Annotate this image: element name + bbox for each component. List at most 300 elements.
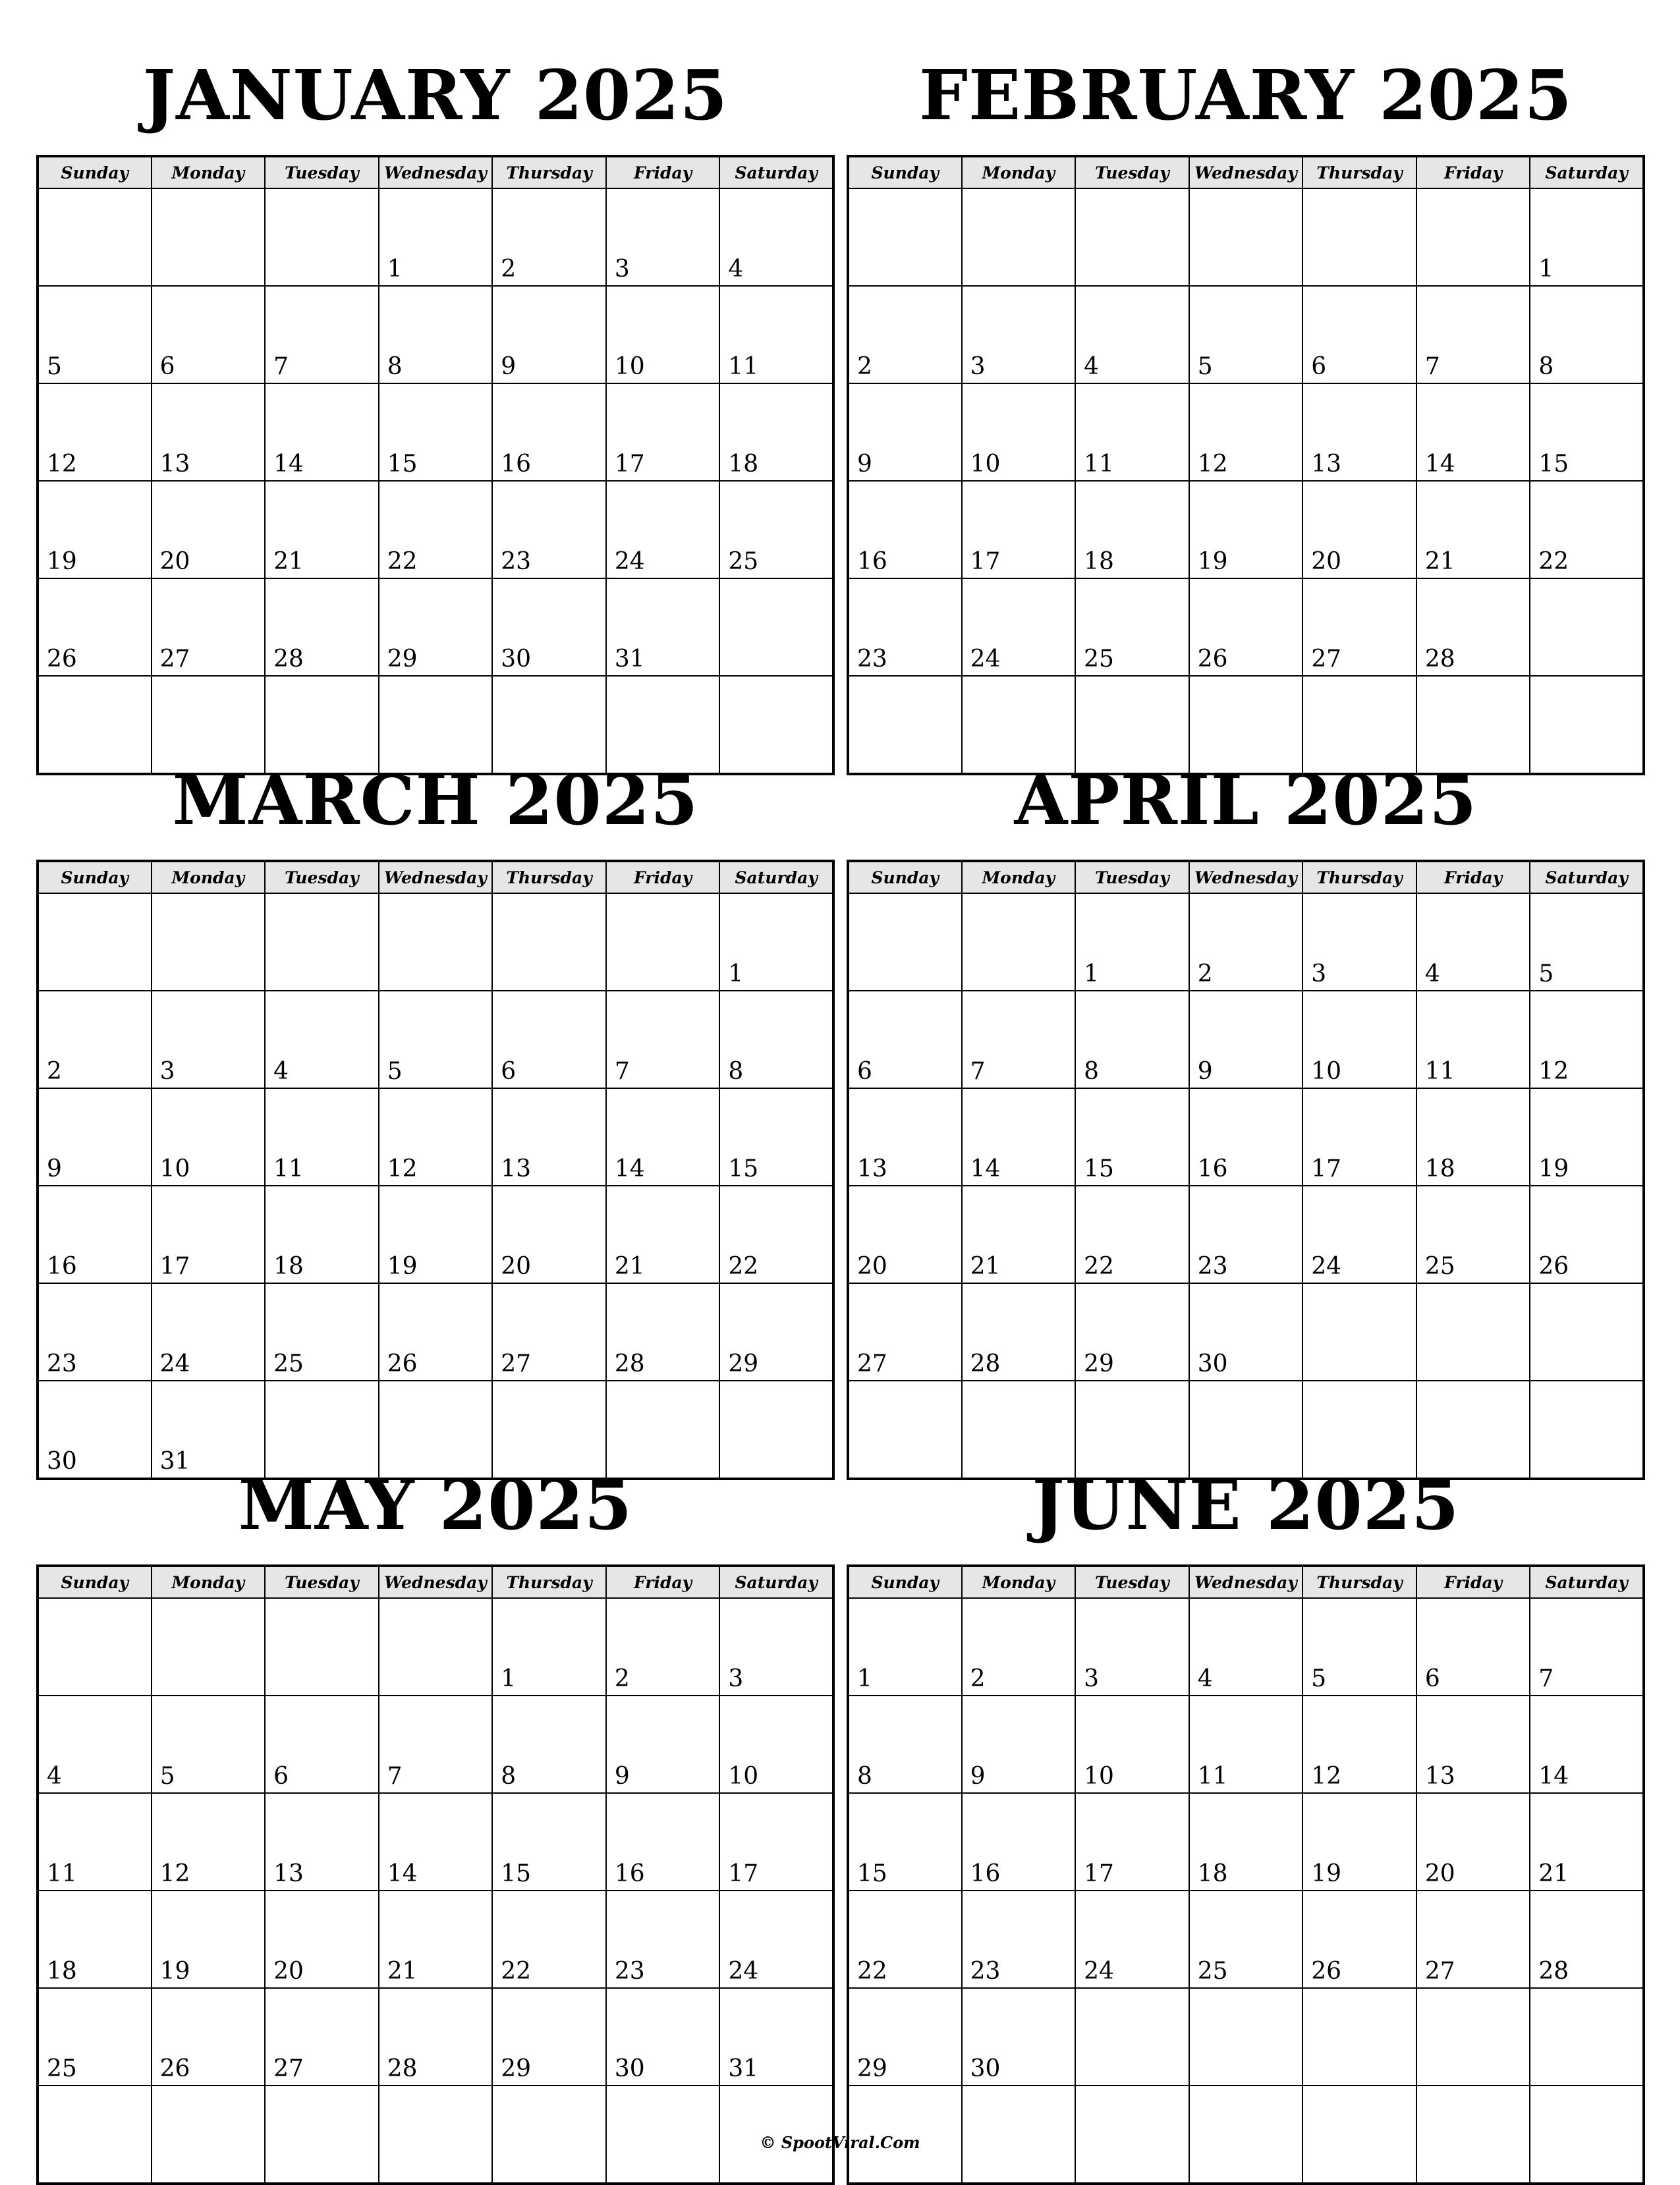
day-cell: 4 [1416, 893, 1530, 991]
weekday-header: Wednesday [1189, 156, 1303, 188]
week-row [848, 481, 1644, 578]
day-cell: 5 [1302, 1598, 1416, 1696]
weekday-header: Saturday [1530, 156, 1644, 188]
day-cell: 13 [152, 383, 266, 481]
day-cell: 26 [1302, 1891, 1416, 1988]
day-cell: 31 [719, 1988, 833, 2086]
empty-day-cell [1302, 1283, 1416, 1381]
day-cell: 17 [719, 1793, 833, 1891]
day-cell: 7 [1530, 1598, 1644, 1696]
weekday-header-row [848, 861, 1644, 893]
week-row [848, 1186, 1644, 1283]
empty-day-cell [1189, 1988, 1303, 2086]
weekday-header: Sunday [848, 1566, 962, 1598]
empty-day-cell [38, 893, 152, 991]
day-cell: 3 [152, 991, 266, 1088]
day-cell: 12 [38, 383, 152, 481]
weekday-header: Saturday [719, 1566, 833, 1598]
day-cell: 29 [492, 1988, 606, 2086]
day-cell: 24 [1302, 1186, 1416, 1283]
day-cell: 9 [492, 286, 606, 383]
day-cell: 8 [848, 1696, 962, 1793]
day-cell: 27 [1416, 1891, 1530, 1988]
weekday-header: Thursday [1302, 1566, 1416, 1598]
day-cell: 6 [1302, 286, 1416, 383]
day-cell: 16 [606, 1793, 720, 1891]
empty-day-cell [152, 1598, 266, 1696]
day-cell: 20 [1302, 481, 1416, 578]
week-row [38, 1598, 833, 1696]
day-cell: 5 [379, 991, 493, 1088]
empty-day-cell [152, 893, 266, 991]
week-row [38, 383, 833, 481]
week-row [38, 481, 833, 578]
day-cell: 5 [38, 286, 152, 383]
empty-day-cell [848, 893, 962, 991]
weekday-header: Sunday [38, 156, 152, 188]
day-cell: 30 [492, 578, 606, 676]
weekday-header-row [38, 861, 833, 893]
weekday-header: Thursday [1302, 861, 1416, 893]
day-cell: 6 [848, 991, 962, 1088]
empty-day-cell [265, 1598, 379, 1696]
day-cell: 4 [1189, 1598, 1303, 1696]
week-row [848, 383, 1644, 481]
weekday-header-row [848, 1566, 1644, 1598]
day-cell: 2 [38, 991, 152, 1088]
day-cell: 23 [1189, 1186, 1303, 1283]
empty-day-cell [1416, 1988, 1530, 2086]
day-cell: 18 [38, 1891, 152, 1988]
week-row [848, 286, 1644, 383]
day-cell: 30 [962, 1988, 1076, 2086]
day-cell: 2 [962, 1598, 1076, 1696]
day-cell: 10 [152, 1088, 266, 1186]
day-cell: 13 [1416, 1696, 1530, 1793]
day-cell: 4 [1075, 286, 1189, 383]
day-cell: 1 [492, 1598, 606, 1696]
day-cell: 13 [265, 1793, 379, 1891]
weekday-header: Sunday [848, 861, 962, 893]
day-cell: 25 [1189, 1891, 1303, 1988]
weekday-header: Tuesday [265, 1566, 379, 1598]
day-cell: 2 [1189, 893, 1303, 991]
day-cell: 20 [848, 1186, 962, 1283]
day-cell: 15 [848, 1793, 962, 1891]
day-cell: 20 [265, 1891, 379, 1988]
weekday-header: Sunday [38, 1566, 152, 1598]
month-calendar [36, 741, 835, 1475]
month-title: MAY 2025 [238, 1464, 633, 1545]
weekday-header: Friday [1416, 1566, 1530, 1598]
weekday-header: Thursday [1302, 156, 1416, 188]
day-cell: 19 [1189, 481, 1303, 578]
day-cell: 16 [38, 1186, 152, 1283]
week-row [848, 893, 1644, 991]
day-cell: 22 [1530, 481, 1644, 578]
day-cell: 12 [1302, 1696, 1416, 1793]
day-cell: 26 [379, 1283, 493, 1381]
day-cell: 23 [38, 1283, 152, 1381]
day-cell: 28 [265, 578, 379, 676]
day-cell: 10 [1302, 991, 1416, 1088]
day-cell: 22 [379, 481, 493, 578]
month-title: FEBRUARY 2025 [919, 55, 1573, 136]
empty-day-cell [1416, 188, 1530, 286]
week-row [848, 1283, 1644, 1381]
day-cell: 27 [492, 1283, 606, 1381]
day-cell: 27 [152, 578, 266, 676]
day-cell: 4 [719, 188, 833, 286]
day-cell: 28 [1416, 578, 1530, 676]
weekday-header: Saturday [1530, 861, 1644, 893]
day-cell: 13 [848, 1088, 962, 1186]
day-cell: 16 [1189, 1088, 1303, 1186]
day-cell: 24 [719, 1891, 833, 1988]
day-cell: 17 [152, 1186, 266, 1283]
day-cell: 14 [1530, 1696, 1644, 1793]
day-cell: 16 [962, 1793, 1076, 1891]
day-cell: 20 [492, 1186, 606, 1283]
weekday-header: Friday [1416, 156, 1530, 188]
empty-day-cell [38, 188, 152, 286]
week-row [38, 1988, 833, 2086]
day-cell: 17 [606, 383, 720, 481]
day-cell: 11 [38, 1793, 152, 1891]
day-cell: 6 [492, 991, 606, 1088]
day-cell: 22 [492, 1891, 606, 1988]
weekday-header: Wednesday [379, 156, 493, 188]
day-cell: 14 [962, 1088, 1076, 1186]
day-cell: 4 [265, 991, 379, 1088]
weekday-header: Tuesday [1075, 1566, 1189, 1598]
empty-day-cell [1530, 1283, 1644, 1381]
day-cell: 27 [1302, 578, 1416, 676]
day-cell: 7 [379, 1696, 493, 1793]
day-cell: 8 [492, 1696, 606, 1793]
day-cell: 23 [962, 1891, 1076, 1988]
weekday-header: Thursday [492, 156, 606, 188]
month-calendar [847, 741, 1645, 1447]
day-cell: 18 [1189, 1793, 1303, 1891]
weekday-header: Sunday [38, 861, 152, 893]
day-cell: 27 [848, 1283, 962, 1381]
day-cell: 19 [1302, 1793, 1416, 1891]
day-cell: 14 [606, 1088, 720, 1186]
empty-day-cell [38, 1598, 152, 1696]
month-calendar [36, 1446, 835, 2152]
weekday-header-row [38, 156, 833, 188]
week-row [38, 1696, 833, 1793]
weekday-header: Saturday [719, 156, 833, 188]
day-cell: 9 [1189, 991, 1303, 1088]
month-calendar [847, 36, 1645, 742]
day-cell: 11 [1075, 383, 1189, 481]
day-cell: 29 [379, 578, 493, 676]
day-cell: 22 [719, 1186, 833, 1283]
day-cell: 18 [265, 1186, 379, 1283]
day-cell: 26 [1189, 578, 1303, 676]
empty-day-cell [265, 893, 379, 991]
weekday-header: Monday [152, 861, 266, 893]
day-cell: 25 [38, 1988, 152, 2086]
weekday-header: Monday [962, 1566, 1076, 1598]
weekday-header: Wednesday [1189, 1566, 1303, 1598]
day-cell: 20 [152, 481, 266, 578]
day-cell: 1 [379, 188, 493, 286]
month-title: JANUARY 2025 [142, 55, 729, 136]
week-row [848, 1793, 1644, 1891]
day-cell: 8 [1530, 286, 1644, 383]
day-cell: 3 [719, 1598, 833, 1696]
day-cell: 9 [848, 383, 962, 481]
day-cell: 21 [379, 1891, 493, 1988]
month-grid [36, 1564, 835, 2185]
weekday-header: Thursday [492, 861, 606, 893]
empty-day-cell [962, 893, 1076, 991]
day-cell: 3 [962, 286, 1076, 383]
day-cell: 29 [848, 1988, 962, 2086]
day-cell: 12 [1530, 991, 1644, 1088]
day-cell: 29 [719, 1283, 833, 1381]
day-cell: 15 [379, 383, 493, 481]
empty-day-cell [848, 188, 962, 286]
weekday-header: Tuesday [1075, 156, 1189, 188]
day-cell: 26 [152, 1988, 266, 2086]
week-row [38, 188, 833, 286]
empty-day-cell [1530, 578, 1644, 676]
day-cell: 9 [962, 1696, 1076, 1793]
day-cell: 1 [1530, 188, 1644, 286]
day-cell: 28 [1530, 1891, 1644, 1988]
day-cell: 28 [962, 1283, 1076, 1381]
week-row [848, 188, 1644, 286]
weekday-header: Saturday [719, 861, 833, 893]
day-cell: 31 [606, 578, 720, 676]
day-cell: 19 [152, 1891, 266, 1988]
day-cell: 12 [152, 1793, 266, 1891]
day-cell: 19 [38, 481, 152, 578]
day-cell: 7 [606, 991, 720, 1088]
week-row [848, 991, 1644, 1088]
weekday-header: Tuesday [1075, 861, 1189, 893]
month-grid [847, 1564, 1645, 2185]
empty-day-cell [265, 188, 379, 286]
day-cell: 2 [848, 286, 962, 383]
day-cell: 1 [1075, 893, 1189, 991]
weekday-header-row [38, 1566, 833, 1598]
week-row [848, 1988, 1644, 2086]
day-cell: 9 [606, 1696, 720, 1793]
day-cell: 21 [1530, 1793, 1644, 1891]
day-cell: 7 [265, 286, 379, 383]
empty-day-cell [1075, 1988, 1189, 2086]
week-row [848, 578, 1644, 676]
day-cell: 12 [379, 1088, 493, 1186]
day-cell: 10 [606, 286, 720, 383]
month-calendar [847, 1446, 1645, 2152]
weekday-header: Friday [606, 156, 720, 188]
day-cell: 1 [719, 893, 833, 991]
day-cell: 11 [1189, 1696, 1303, 1793]
day-cell: 26 [38, 578, 152, 676]
day-cell: 17 [1075, 1793, 1189, 1891]
day-cell: 24 [606, 481, 720, 578]
empty-day-cell [379, 893, 493, 991]
weekday-header: Monday [152, 156, 266, 188]
month-title: JUNE 2025 [1032, 1464, 1460, 1545]
day-cell: 13 [1302, 383, 1416, 481]
weekday-header: Monday [152, 1566, 266, 1598]
day-cell: 22 [1075, 1186, 1189, 1283]
day-cell: 16 [848, 481, 962, 578]
day-cell: 21 [606, 1186, 720, 1283]
day-cell: 7 [1416, 286, 1530, 383]
weekday-header: Thursday [492, 1566, 606, 1598]
empty-day-cell [1189, 188, 1303, 286]
empty-day-cell [1302, 1988, 1416, 2086]
week-row [38, 1088, 833, 1186]
day-cell: 3 [1075, 1598, 1189, 1696]
day-cell: 8 [719, 991, 833, 1088]
weekday-header: Friday [606, 1566, 720, 1598]
month-title: MARCH 2025 [172, 760, 699, 841]
day-cell: 25 [265, 1283, 379, 1381]
day-cell: 27 [265, 1988, 379, 2086]
day-cell: 21 [962, 1186, 1076, 1283]
day-cell: 23 [492, 481, 606, 578]
empty-day-cell [719, 578, 833, 676]
weekday-header: Wednesday [1189, 861, 1303, 893]
day-cell: 11 [719, 286, 833, 383]
day-cell: 30 [1189, 1283, 1303, 1381]
day-cell: 24 [1075, 1891, 1189, 1988]
day-cell: 21 [1416, 481, 1530, 578]
week-row [38, 1891, 833, 1988]
day-cell: 4 [38, 1696, 152, 1793]
weekday-header: Monday [962, 156, 1076, 188]
day-cell: 5 [152, 1696, 266, 1793]
weekday-header: Monday [962, 861, 1076, 893]
day-cell: 5 [1530, 893, 1644, 991]
weekday-header: Friday [606, 861, 720, 893]
month-calendar [36, 36, 835, 742]
footer-credit: © SpootViral.Com [760, 2133, 920, 2152]
empty-day-cell [1530, 1988, 1644, 2086]
day-cell: 3 [1302, 893, 1416, 991]
day-cell: 14 [265, 383, 379, 481]
week-row [38, 893, 833, 991]
empty-day-cell [1075, 188, 1189, 286]
month-grid [847, 860, 1645, 1480]
day-cell: 1 [848, 1598, 962, 1696]
day-cell: 15 [1530, 383, 1644, 481]
day-cell: 6 [265, 1696, 379, 1793]
empty-day-cell [962, 188, 1076, 286]
empty-day-cell [606, 893, 720, 991]
day-cell: 11 [265, 1088, 379, 1186]
month-grid [36, 860, 835, 1480]
day-cell: 23 [848, 578, 962, 676]
day-cell: 6 [152, 286, 266, 383]
day-cell: 15 [492, 1793, 606, 1891]
weekday-header: Saturday [1530, 1566, 1644, 1598]
month-grid [36, 155, 835, 775]
day-cell: 26 [1530, 1186, 1644, 1283]
day-cell: 30 [38, 1381, 152, 1479]
day-cell: 15 [1075, 1088, 1189, 1186]
day-cell: 9 [38, 1088, 152, 1186]
weekday-header: Wednesday [379, 1566, 493, 1598]
week-row [38, 1793, 833, 1891]
day-cell: 14 [379, 1793, 493, 1891]
weekday-header: Friday [1416, 861, 1530, 893]
day-cell: 10 [1075, 1696, 1189, 1793]
day-cell: 7 [962, 991, 1076, 1088]
day-cell: 15 [719, 1088, 833, 1186]
day-cell: 13 [492, 1088, 606, 1186]
weekday-header: Wednesday [379, 861, 493, 893]
week-row [848, 1891, 1644, 1988]
month-title: APRIL 2025 [1014, 760, 1478, 841]
day-cell: 10 [719, 1696, 833, 1793]
day-cell: 21 [265, 481, 379, 578]
week-row [38, 1283, 833, 1381]
day-cell: 10 [962, 383, 1076, 481]
empty-day-cell [152, 188, 266, 286]
week-row [38, 286, 833, 383]
empty-day-cell [379, 1598, 493, 1696]
day-cell: 24 [152, 1283, 266, 1381]
weekday-header: Tuesday [265, 861, 379, 893]
day-cell: 25 [1416, 1186, 1530, 1283]
day-cell: 14 [1416, 383, 1530, 481]
day-cell: 19 [1530, 1088, 1644, 1186]
day-cell: 22 [848, 1891, 962, 1988]
day-cell: 2 [606, 1598, 720, 1696]
week-row [848, 1088, 1644, 1186]
empty-day-cell [1302, 188, 1416, 286]
weekday-header: Tuesday [265, 156, 379, 188]
day-cell: 25 [1075, 578, 1189, 676]
empty-day-cell [1416, 1283, 1530, 1381]
day-cell: 17 [962, 481, 1076, 578]
day-cell: 17 [1302, 1088, 1416, 1186]
day-cell: 28 [606, 1283, 720, 1381]
day-cell: 2 [492, 188, 606, 286]
week-row [38, 991, 833, 1088]
day-cell: 6 [1416, 1598, 1530, 1696]
day-cell: 18 [1075, 481, 1189, 578]
day-cell: 3 [606, 188, 720, 286]
day-cell: 18 [719, 383, 833, 481]
day-cell: 20 [1416, 1793, 1530, 1891]
day-cell: 8 [379, 286, 493, 383]
week-row [848, 1696, 1644, 1793]
week-row [38, 1186, 833, 1283]
day-cell: 30 [606, 1988, 720, 2086]
month-grid [847, 155, 1645, 775]
day-cell: 5 [1189, 286, 1303, 383]
day-cell: 23 [606, 1891, 720, 1988]
day-cell: 25 [719, 481, 833, 578]
day-cell: 16 [492, 383, 606, 481]
day-cell: 18 [1416, 1088, 1530, 1186]
day-cell: 11 [1416, 991, 1530, 1088]
day-cell: 19 [379, 1186, 493, 1283]
week-row [848, 1598, 1644, 1696]
day-cell: 31 [152, 1381, 266, 1479]
